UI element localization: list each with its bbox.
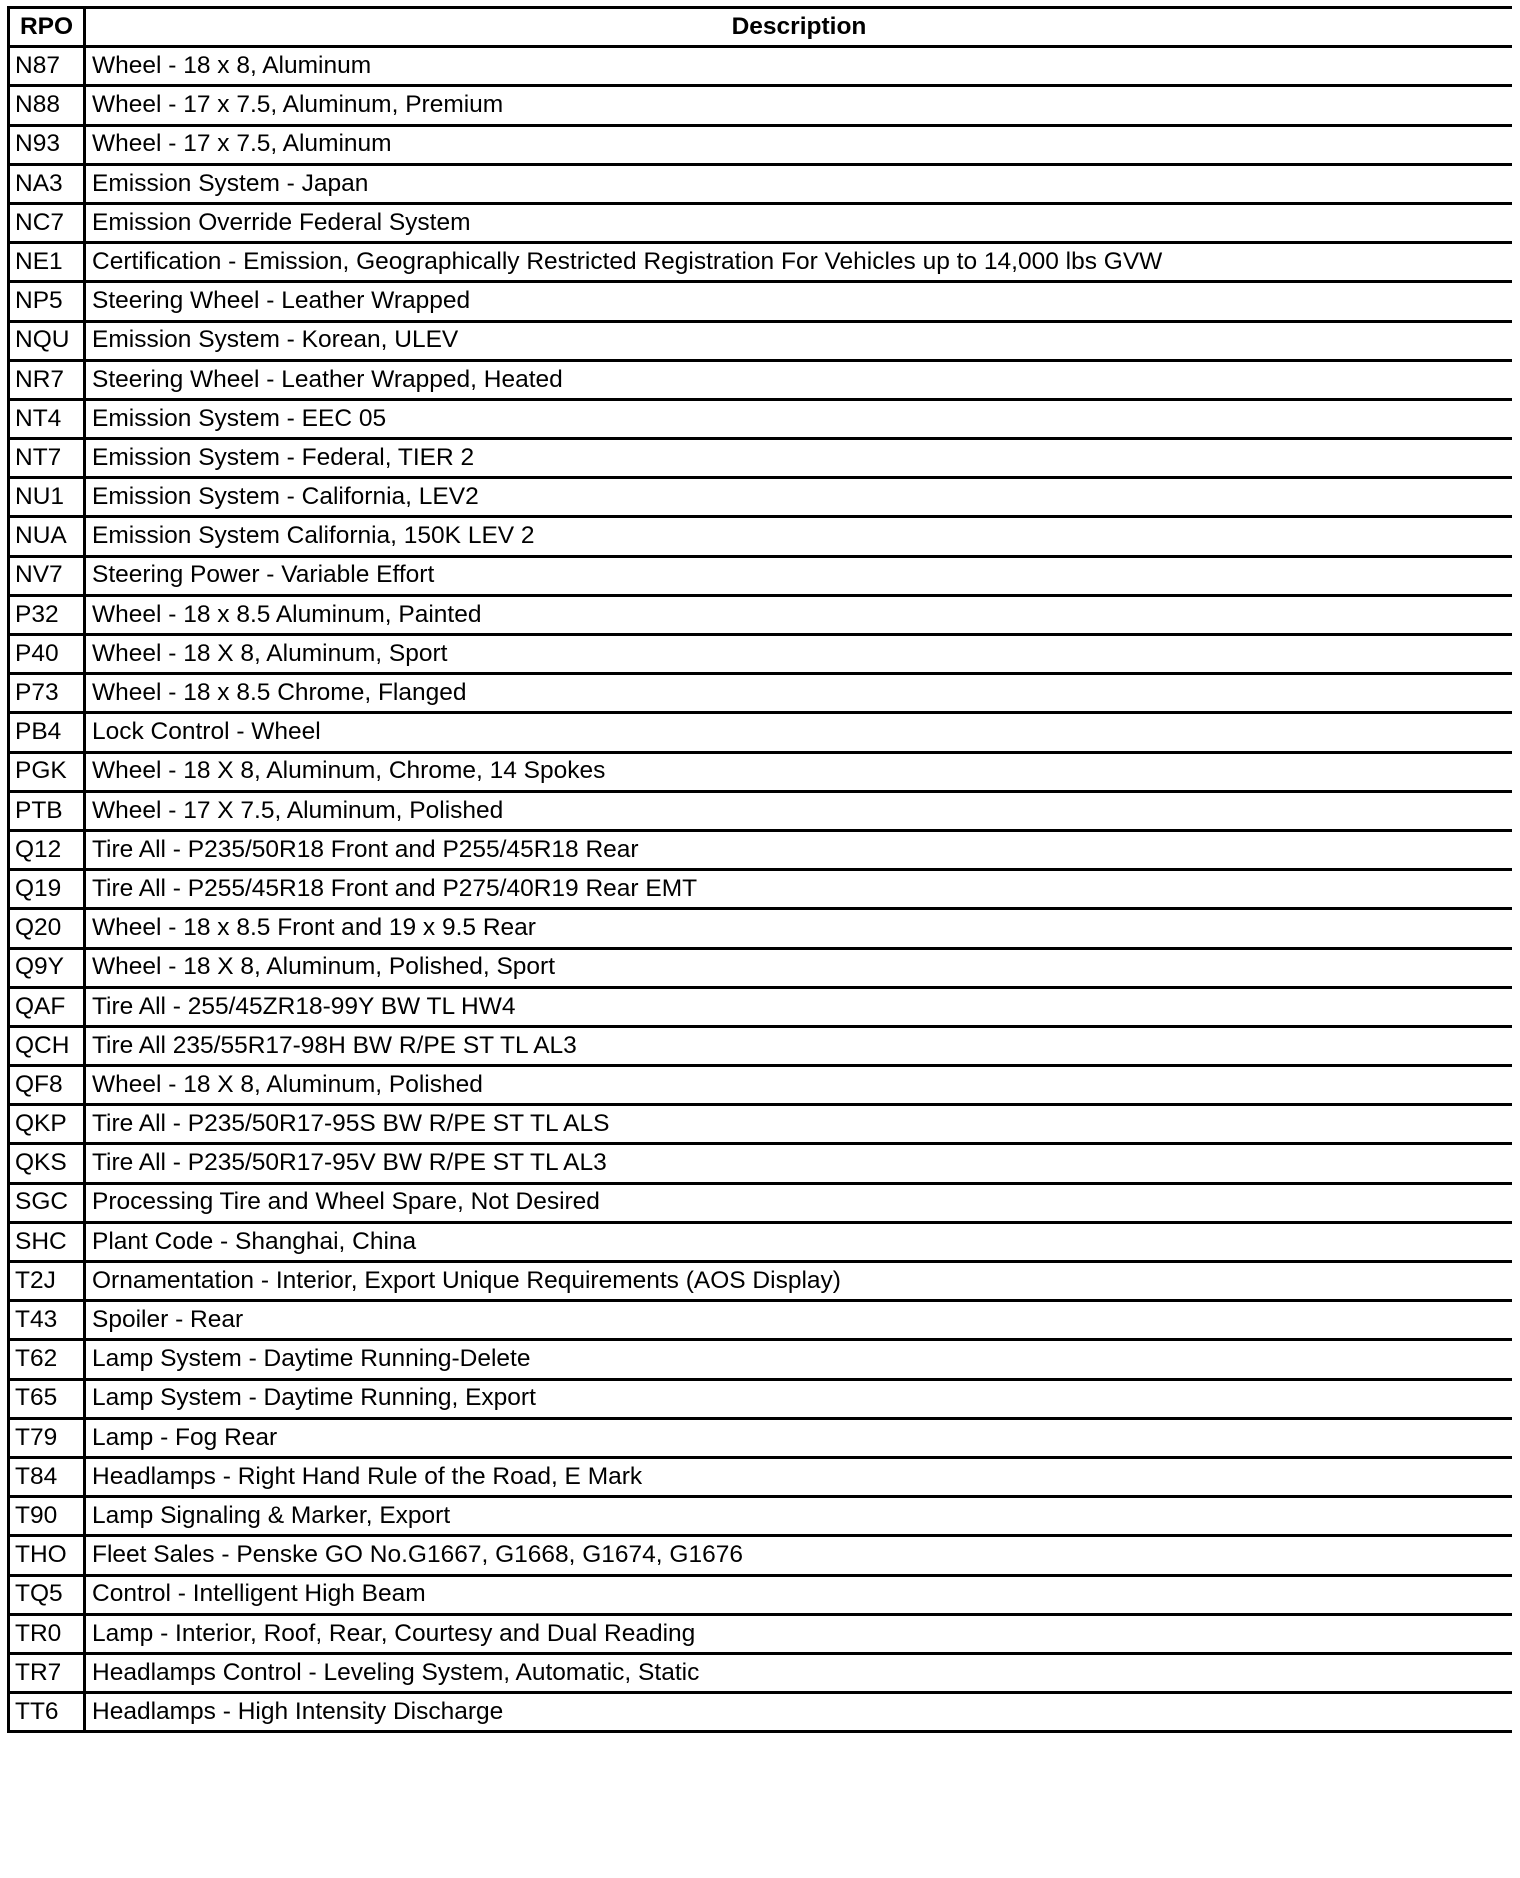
table-row — [9, 282, 1513, 321]
table-row — [9, 674, 1513, 713]
description-cell: Wheel - 18 x 8.5 Front and 19 x 9.5 Rear — [85, 909, 1513, 948]
table-row — [9, 243, 1513, 282]
rpo-code-cell: NUA — [9, 517, 85, 556]
rpo-code-cell: SGC — [9, 1183, 85, 1222]
table-row — [9, 1105, 1513, 1144]
description-column-header: Description — [85, 8, 1513, 47]
description-cell: Tire All - P235/50R18 Front and P255/45R18 Rear — [85, 830, 1513, 869]
description-cell: Wheel - 18 x 8, Aluminum — [85, 47, 1513, 86]
table-row — [9, 1026, 1513, 1065]
table-row — [9, 360, 1513, 399]
rpo-code-cell: NE1 — [9, 243, 85, 282]
rpo-code-cell: T79 — [9, 1418, 85, 1457]
table-row — [9, 203, 1513, 242]
rpo-code-cell: QCH — [9, 1026, 85, 1065]
description-cell: Steering Wheel - Leather Wrapped, Heated — [85, 360, 1513, 399]
description-cell: Lamp - Interior, Roof, Rear, Courtesy and Dual Reading — [85, 1614, 1513, 1653]
description-cell: Headlamps Control - Leveling System, Automatic, Static — [85, 1653, 1513, 1692]
table-row — [9, 1497, 1513, 1536]
description-cell: Fleet Sales - Penske GO No.G1667, G1668, G1674, G1676 — [85, 1536, 1513, 1575]
description-cell: Plant Code - Shanghai, China — [85, 1222, 1513, 1261]
rpo-code-cell: Q9Y — [9, 948, 85, 987]
description-cell: Lamp System - Daytime Running-Delete — [85, 1340, 1513, 1379]
table-row — [9, 948, 1513, 987]
description-cell: Tire All 235/55R17-98H BW R/PE ST TL AL3 — [85, 1026, 1513, 1065]
table-row — [9, 791, 1513, 830]
rpo-code-cell: Q12 — [9, 830, 85, 869]
rpo-code-cell: NT4 — [9, 399, 85, 438]
description-cell: Emission System - California, LEV2 — [85, 478, 1513, 517]
table-row — [9, 321, 1513, 360]
rpo-code-cell: N93 — [9, 125, 85, 164]
rpo-code-cell: P40 — [9, 635, 85, 674]
rpo-code-cell: TR7 — [9, 1653, 85, 1692]
description-cell: Headlamps - Right Hand Rule of the Road, E Mark — [85, 1457, 1513, 1496]
rpo-code-cell: QKP — [9, 1105, 85, 1144]
table-row — [9, 1340, 1513, 1379]
rpo-code-cell: T2J — [9, 1262, 85, 1301]
table-row — [9, 1614, 1513, 1653]
description-cell: Tire All - 255/45ZR18-99Y BW TL HW4 — [85, 987, 1513, 1026]
rpo-code-cell: TT6 — [9, 1693, 85, 1732]
rpo-code-cell: Q19 — [9, 870, 85, 909]
description-cell: Wheel - 18 x 8.5 Chrome, Flanged — [85, 674, 1513, 713]
description-cell: Tire All - P255/45R18 Front and P275/40R19 Rear EMT — [85, 870, 1513, 909]
table-row — [9, 909, 1513, 948]
table-row — [9, 1144, 1513, 1183]
table-row — [9, 439, 1513, 478]
table-row — [9, 1457, 1513, 1496]
description-cell: Lamp Signaling & Marker, Export — [85, 1497, 1513, 1536]
table-row — [9, 870, 1513, 909]
rpo-code-cell: P32 — [9, 595, 85, 634]
table-row — [9, 1262, 1513, 1301]
table-row — [9, 1379, 1513, 1418]
table-row — [9, 1575, 1513, 1614]
description-cell: Headlamps - High Intensity Discharge — [85, 1693, 1513, 1732]
description-cell: Wheel - 17 x 7.5, Aluminum — [85, 125, 1513, 164]
table-row — [9, 1222, 1513, 1261]
rpo-code-cell: THO — [9, 1536, 85, 1575]
rpo-code-cell: NV7 — [9, 556, 85, 595]
table-row — [9, 517, 1513, 556]
rpo-code-cell: QKS — [9, 1144, 85, 1183]
description-cell: Emission System - Korean, ULEV — [85, 321, 1513, 360]
description-cell: Certification - Emission, Geographically Restricted Registration For Vehicles up to 14,000 lbs GVW — [85, 243, 1513, 282]
description-cell: Wheel - 18 x 8.5 Aluminum, Painted — [85, 595, 1513, 634]
description-cell: Emission System California, 150K LEV 2 — [85, 517, 1513, 556]
table-body — [9, 47, 1513, 1732]
table-row — [9, 1066, 1513, 1105]
description-cell: Wheel - 18 X 8, Aluminum, Chrome, 14 Spokes — [85, 752, 1513, 791]
table-row — [9, 1536, 1513, 1575]
rpo-code-cell: PTB — [9, 791, 85, 830]
table-row — [9, 1653, 1513, 1692]
rpo-code-cell: NR7 — [9, 360, 85, 399]
table-row — [9, 987, 1513, 1026]
rpo-code-cell: T65 — [9, 1379, 85, 1418]
description-cell: Wheel - 18 X 8, Aluminum, Sport — [85, 635, 1513, 674]
rpo-code-cell: QAF — [9, 987, 85, 1026]
description-cell: Tire All - P235/50R17-95S BW R/PE ST TL ALS — [85, 1105, 1513, 1144]
table-row — [9, 1418, 1513, 1457]
description-cell: Tire All - P235/50R17-95V BW R/PE ST TL AL3 — [85, 1144, 1513, 1183]
description-cell: Emission System - Japan — [85, 164, 1513, 203]
rpo-code-sheet — [7, 6, 1512, 1872]
description-cell: Wheel - 17 X 7.5, Aluminum, Polished — [85, 791, 1513, 830]
description-cell: Wheel - 17 x 7.5, Aluminum, Premium — [85, 86, 1513, 125]
table-row — [9, 399, 1513, 438]
rpo-code-cell: TQ5 — [9, 1575, 85, 1614]
rpo-code-cell: T90 — [9, 1497, 85, 1536]
rpo-code-cell: SHC — [9, 1222, 85, 1261]
rpo-code-cell: TR0 — [9, 1614, 85, 1653]
description-cell: Steering Wheel - Leather Wrapped — [85, 282, 1513, 321]
rpo-code-cell: P73 — [9, 674, 85, 713]
description-cell: Emission System - Federal, TIER 2 — [85, 439, 1513, 478]
rpo-code-cell: QF8 — [9, 1066, 85, 1105]
rpo-code-cell: NP5 — [9, 282, 85, 321]
table-row — [9, 752, 1513, 791]
description-cell: Steering Power - Variable Effort — [85, 556, 1513, 595]
description-cell: Control - Intelligent High Beam — [85, 1575, 1513, 1614]
rpo-code-cell: N88 — [9, 86, 85, 125]
table-header-row — [9, 8, 1513, 47]
rpo-code-cell: PGK — [9, 752, 85, 791]
rpo-code-cell: NQU — [9, 321, 85, 360]
rpo-code-cell: NC7 — [9, 203, 85, 242]
table-row — [9, 1183, 1513, 1222]
rpo-code-cell: T84 — [9, 1457, 85, 1496]
table-row — [9, 1301, 1513, 1340]
table-row — [9, 556, 1513, 595]
table-row — [9, 47, 1513, 86]
rpo-column-header: RPO — [9, 8, 85, 47]
rpo-code-cell: Q20 — [9, 909, 85, 948]
description-cell: Lamp - Fog Rear — [85, 1418, 1513, 1457]
rpo-code-cell: N87 — [9, 47, 85, 86]
table-row — [9, 595, 1513, 634]
description-cell: Lock Control - Wheel — [85, 713, 1513, 752]
description-cell: Emission System - EEC 05 — [85, 399, 1513, 438]
rpo-code-cell: T62 — [9, 1340, 85, 1379]
rpo-code-cell: NA3 — [9, 164, 85, 203]
table-row — [9, 125, 1513, 164]
table-row — [9, 478, 1513, 517]
description-cell: Wheel - 18 X 8, Aluminum, Polished — [85, 1066, 1513, 1105]
table-row — [9, 713, 1513, 752]
table-row — [9, 1693, 1513, 1732]
description-cell: Wheel - 18 X 8, Aluminum, Polished, Sport — [85, 948, 1513, 987]
description-cell: Emission Override Federal System — [85, 203, 1513, 242]
table-row — [9, 164, 1513, 203]
rpo-code-cell: NU1 — [9, 478, 85, 517]
rpo-code-cell: PB4 — [9, 713, 85, 752]
rpo-table — [7, 6, 1512, 1733]
description-cell: Processing Tire and Wheel Spare, Not Desired — [85, 1183, 1513, 1222]
rpo-code-cell: T43 — [9, 1301, 85, 1340]
description-cell: Ornamentation - Interior, Export Unique Requirements (AOS Display) — [85, 1262, 1513, 1301]
table-row — [9, 86, 1513, 125]
description-cell: Spoiler - Rear — [85, 1301, 1513, 1340]
table-row — [9, 635, 1513, 674]
description-cell: Lamp System - Daytime Running, Export — [85, 1379, 1513, 1418]
rpo-code-cell: NT7 — [9, 439, 85, 478]
table-row — [9, 830, 1513, 869]
